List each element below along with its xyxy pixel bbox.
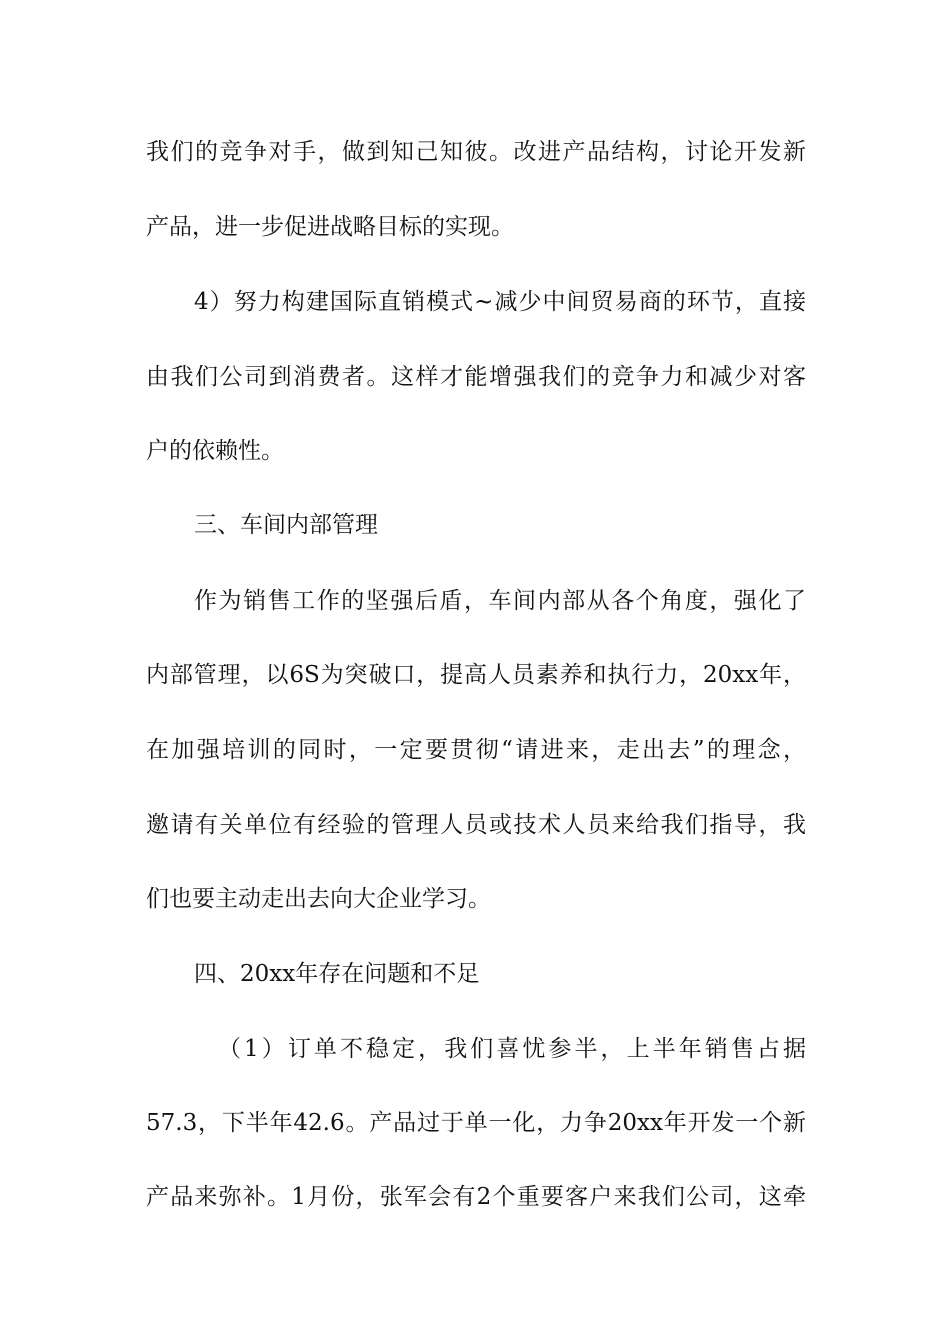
paragraph-line: 4）努力构建国际直销模式~减少中间贸易商的环节，直接 (194, 289, 806, 315)
paragraph-line: 作为销售工作的坚强后盾，车间内部从各个角度，强化了 (194, 588, 806, 614)
paragraph-line: 我们的竞争对手，做到知己知彼。改进产品结构，讨论开发新 (146, 139, 806, 165)
paragraph-line: 邀请有关单位有经验的管理人员或技术人员来给我们指导，我 (146, 812, 806, 838)
paragraph-line: 产品，进一步促进战略目标的实现。 (146, 214, 514, 240)
paragraph-line: 内部管理，以6S为突破口，提高人员素养和执行力，20xx年， (146, 662, 806, 688)
paragraph-line: 57.3，下半年42.6。产品过于单一化，力争20xx年开发一个新 (146, 1110, 806, 1136)
paragraph-line: （1）订单不稳定，我们喜忧参半，上半年销售占据 (218, 1036, 806, 1062)
section-heading: 四、20xx年存在问题和不足 (194, 961, 480, 987)
paragraph-line: 在加强培训的同时，一定要贯彻“请进来，走出去”的理念， (146, 737, 806, 763)
paragraph-line: 由我们公司到消费者。这样才能增强我们的竞争力和减少对客 (146, 364, 806, 390)
paragraph-line: 户的依赖性。 (146, 438, 284, 464)
section-heading: 三、车间内部管理 (194, 512, 378, 538)
paragraph-line: 们也要主动走出去向大企业学习。 (146, 886, 491, 912)
paragraph-line: 产品来弥补。1月份，张军会有2个重要客户来我们公司，这牵 (146, 1184, 806, 1210)
